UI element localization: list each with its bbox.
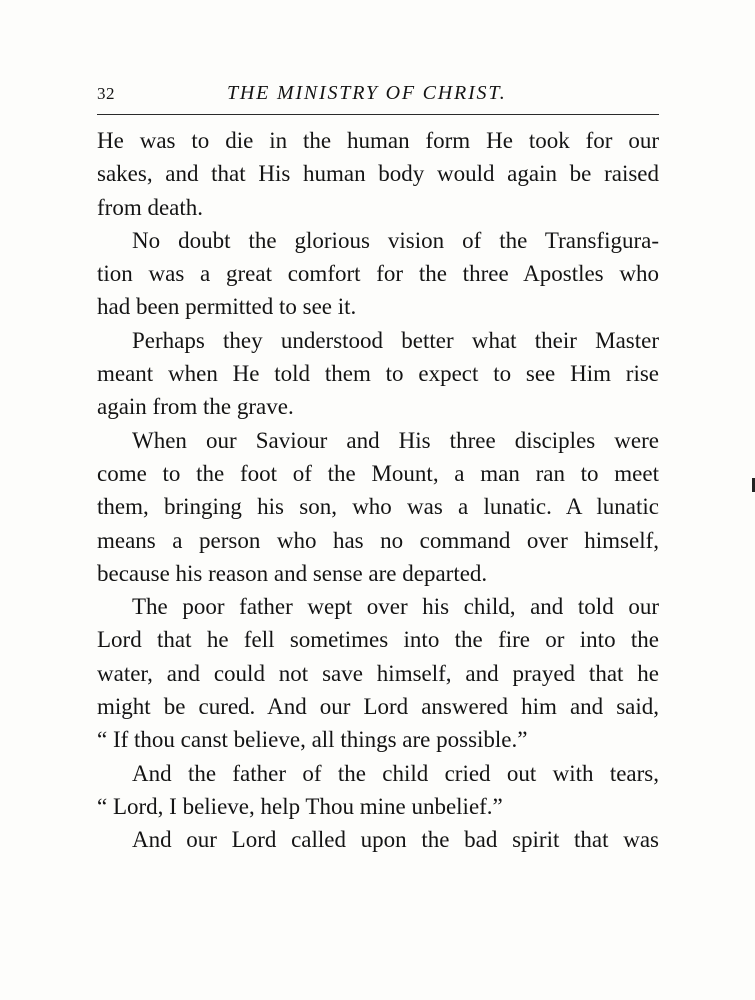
text-line: because his reason and sense are departed.	[97, 560, 488, 586]
running-title: THE MINISTRY OF CHRIST.	[227, 82, 507, 104]
text-line: Lord that he fell sometimes into the fire or into the	[97, 627, 659, 653]
text-line: had been permitted to see it.	[97, 294, 357, 320]
page-number: 32	[97, 84, 115, 103]
text-line: The poor father wept over his child, and told our	[132, 594, 659, 620]
text-line: means a person who has no command over himself,	[97, 527, 659, 553]
text-line: He was to die in the human form He took for our	[97, 128, 659, 153]
text-line: And our Lord called upon the bad spirit that was	[132, 827, 659, 853]
text-line: water, and could not save himself, and prayed that he	[97, 660, 659, 686]
text-line: from death.	[97, 194, 204, 220]
text-line: “ If thou canst believe, all things are possible.”	[97, 727, 528, 753]
text-line: meant when He told them to expect to see Him rise	[97, 361, 659, 387]
text-line: No doubt the glorious vision of the Transfigura-	[132, 227, 659, 253]
text-line: sakes, and that His human body would again be raised	[97, 161, 659, 187]
header-rule	[97, 114, 659, 115]
text-line: When our Saviour and His three disciples were	[132, 427, 659, 453]
text-line: Perhaps they understood better what their Master	[132, 327, 659, 353]
text-line: might be cured. And our Lord answered him and said,	[97, 694, 659, 720]
running-header	[97, 80, 659, 112]
text-line: And the father of the child cried out with tears,	[132, 760, 659, 786]
text-line: them, bringing his son, who was a lunatic. A lunatic	[97, 494, 659, 520]
text-line: “ Lord, I believe, help Thou mine unbelief.”	[97, 793, 503, 819]
text-line: tion was a great comfort for the three Apostles who	[97, 261, 659, 287]
text-line: come to the foot of the Mount, a man ran to meet	[97, 460, 659, 486]
body-text	[97, 124, 659, 857]
text-line: again from the grave.	[97, 394, 294, 420]
